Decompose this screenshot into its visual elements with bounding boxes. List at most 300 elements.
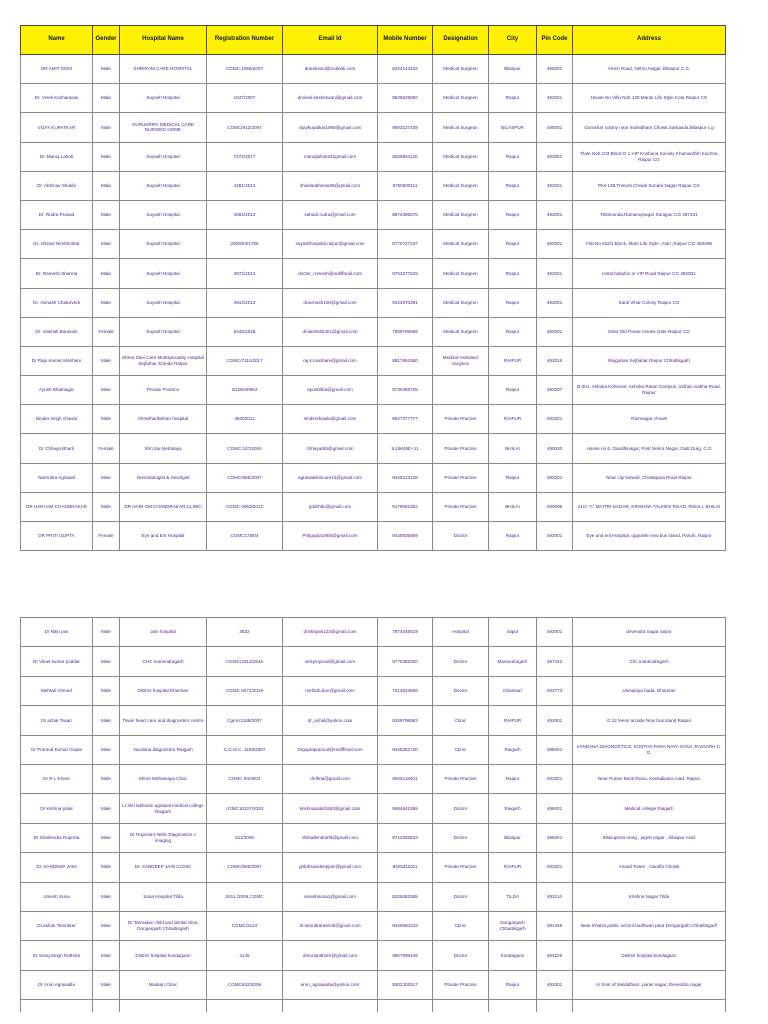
- table-cell: Dr Nitin jain: [21, 618, 93, 647]
- table-cell: 9893127439: [378, 113, 433, 142]
- table-cell: devendra nagar raipur: [573, 618, 726, 647]
- table-cell: Medical college Raigarh: [573, 794, 726, 823]
- table-cell: Dr Chhaya Bharti: [21, 434, 93, 463]
- table-cell: BILASPUR: [489, 113, 537, 142]
- table-cell: 492001: [537, 618, 573, 647]
- table-cell: Male: [93, 84, 120, 113]
- table-row: [21, 317, 726, 346]
- table-cell: CGMC/965/2007: [207, 463, 283, 492]
- table-cell: krishnapatel1853@gmail.com: [283, 794, 378, 823]
- table-cell: CHC manendragarh: [120, 647, 207, 676]
- table-cell: Private Practice: [433, 970, 489, 999]
- table-cell: 490020: [537, 434, 573, 463]
- table-row: [21, 735, 726, 764]
- table-cell: agrawalskincare12@gmail.com: [283, 463, 378, 492]
- table-cell: VIJAY KUPATKAR: [21, 113, 93, 142]
- table-cell: 4914/2013: [207, 288, 283, 317]
- table-cell: 492001: [537, 522, 573, 551]
- table-cell: VANDANA DIAGNOSTICS, KOSTHA PARA NAYA GANJ ,RAIGARH C. G.: [573, 735, 726, 764]
- doctor-table-page-1: [20, 25, 726, 551]
- table-row: [21, 113, 726, 142]
- table-cell: Drguptapramod@rediffmail.com: [283, 735, 378, 764]
- table-cell: 492001: [537, 706, 573, 735]
- table-cell: Male: [93, 346, 120, 375]
- table-cell: Dr. Ramesh Sharma: [21, 259, 93, 288]
- table-cell: 9907998446: [378, 941, 433, 970]
- table-cell: District hospital Dhamtari: [120, 676, 207, 705]
- table-cell: Shree Dani Care Multispeciality Hospital Sejbahar /Dunda Raipur: [120, 346, 207, 375]
- table-cell: Shree Mahamaya Clinic: [120, 764, 207, 793]
- table-row: [21, 764, 726, 793]
- table-cell: Kondagaon: [489, 941, 537, 970]
- table-cell: Male: [93, 970, 120, 999]
- table-cell: CGMC/912/2007: [207, 113, 283, 142]
- table-cell: 495001: [537, 113, 573, 142]
- table-cell: Near city kotwali, Chottapara Road Raipur: [573, 463, 726, 492]
- table-cell: chhayadr6@gmail.com: [283, 434, 378, 463]
- table-cell: Male: [93, 676, 120, 705]
- table-cell: Raipur: [489, 230, 537, 259]
- table-cell: Dr. Vivek Kesharwani: [21, 84, 93, 113]
- table-cell: [489, 1000, 537, 1013]
- table-cell: 4691/2013: [207, 200, 283, 229]
- header-cell: Gender: [93, 26, 120, 55]
- table-cell: CGMC 8471/2019: [207, 676, 283, 705]
- table-cell: BHILAI: [489, 492, 537, 521]
- table-cell: 9179062462: [378, 492, 433, 521]
- header-cell: City: [489, 26, 537, 55]
- table-cell: Dr Suraj Singh Rathore: [21, 941, 93, 970]
- table-cell: Bilaspur: [489, 823, 537, 852]
- table-cell: Dr.Tamrakar child and dental clinic Dongargarh Chhattisgarh: [120, 911, 207, 940]
- table-cell: 9584841855: [378, 794, 433, 823]
- table-row: [21, 823, 726, 852]
- table-cell: Ayush Bhatnagar: [21, 376, 93, 405]
- table-body: [21, 55, 726, 551]
- table-cell: Pritigupta1905@gmail.com: [283, 522, 378, 551]
- table-cell: manojlahoti242gmail.com: [283, 142, 378, 171]
- header-cell: Hospital Name: [120, 26, 207, 55]
- table-cell: 4145: [207, 941, 283, 970]
- table-cell: DR HARI OM CHANDRAKAR CLINIC: [120, 492, 207, 521]
- table-cell: 3972/2012: [207, 259, 283, 288]
- table-cell: raj.k.manhare@gmail.com: [283, 346, 378, 375]
- table-cell: gribdrsandeepjain@gmail.com: [283, 853, 378, 882]
- table-cell: 9753377525: [378, 259, 433, 288]
- table-cell: CGMC 247/2004: [207, 434, 283, 463]
- table-row: [21, 706, 726, 735]
- table-cell: Hospital: [433, 618, 489, 647]
- table-cell: Flate Nob 103 Block D 1 VIP Krishana Society Khamardhih Kachna Raipur CG: [573, 142, 726, 171]
- table-row: [21, 676, 726, 705]
- table-cell: CGMC/7111/2017: [207, 346, 283, 375]
- table-cell: 491445: [537, 911, 573, 940]
- table-cell: Near Khalsa public school budhwari para Dongargarh Chhattisgarh: [573, 911, 726, 940]
- table-cell: [433, 376, 489, 405]
- table-cell: 492001: [537, 84, 573, 113]
- table-cell: Dr krishna patel: [21, 794, 93, 823]
- table-cell: Dr. Avinash Chaturvedi: [21, 288, 93, 317]
- table-cell: C.G.M.C. 1109/2007: [207, 735, 283, 764]
- table-cell: Dr Arun Agrawalla: [21, 970, 93, 999]
- header-cell: Address: [573, 26, 726, 55]
- table-cell: Medical Surgeon: [433, 288, 489, 317]
- table-cell: 497442: [537, 647, 573, 676]
- table-cell: 492001: [537, 142, 573, 171]
- table-cell: Jain hospital: [120, 618, 207, 647]
- table-cell: Chc manendragarh: [573, 647, 726, 676]
- table-cell: Near Old Power House Gate Raipur CG: [573, 317, 726, 346]
- table-row: [21, 84, 726, 113]
- table-cell: 8874395575: [378, 200, 433, 229]
- table-cell: Telamunda,Ramanujnagar Surajpur CG 497331: [573, 200, 726, 229]
- table-cell: Medical Surgeon: [433, 171, 489, 200]
- table-cell: Shreeharikishan hospital: [120, 405, 207, 434]
- table-row: [21, 941, 726, 970]
- table-cell: DR HARI OM CHANDRAKAR: [21, 492, 93, 521]
- table-cell: 7509795666: [378, 317, 433, 346]
- table-cell: suyashhospital.raipur@gmail.com: [283, 230, 378, 259]
- table-cell: Dr. Vaishali Bansode: [21, 317, 93, 346]
- table-cell: Doctor: [433, 941, 489, 970]
- table-cell: Male: [93, 764, 120, 793]
- table-cell: Male: [93, 853, 120, 882]
- table-cell: Krishna Nagar Tilda: [573, 882, 726, 911]
- table-cell: 496001: [537, 735, 573, 764]
- table-cell: Dhamtari: [489, 676, 537, 705]
- table-cell: Doctor: [433, 882, 489, 911]
- table-cell: Dongargarh Chhattisgarh: [489, 911, 537, 940]
- table-cell: Lt shri lakhiram agrawal medical college Raigarh: [120, 794, 207, 823]
- table-cell: Raipur: [489, 84, 537, 113]
- table-cell: shuklaabhinav60@gmail.com: [283, 171, 378, 200]
- header-row: [21, 26, 726, 55]
- table-cell: Ramnagar chowk: [573, 405, 726, 434]
- table-cell: Umesh Suna: [21, 882, 93, 911]
- table-cell: 492001: [537, 764, 573, 793]
- table-cell: Medical Surgeon: [433, 142, 489, 171]
- table-cell: Male: [93, 647, 120, 676]
- table-row: [21, 142, 726, 171]
- table-cell: [433, 1000, 489, 1013]
- table-cell: dravinash100@gmail.com: [283, 288, 378, 317]
- table-cell: Medical Surgeon: [433, 230, 489, 259]
- table-cell: [207, 1000, 283, 1013]
- table-cell: Plot-138,Trimurti Chowk Sundra Nagar Raipur CG: [573, 171, 726, 200]
- table-cell: Vandana diagnostics Raigarh: [120, 735, 207, 764]
- table-cell: CGMC/966/2007: [207, 853, 283, 882]
- table-cell: Male: [93, 706, 120, 735]
- table-cell: Male: [93, 463, 120, 492]
- table-cell: Dr. Rudra Prasad: [21, 200, 93, 229]
- table-cell: Dr. Manoj Lahoti: [21, 142, 93, 171]
- table-cell: 492001: [537, 230, 573, 259]
- table-cell: Anand Tower , Gandhi Chowk: [573, 853, 726, 882]
- table-cell: Medical Surgeon: [433, 259, 489, 288]
- table-cell: 490006: [537, 492, 573, 521]
- table-cell: Dermatologist & Sexolgist: [120, 463, 207, 492]
- table-cell: 492001: [537, 970, 573, 999]
- table-row: [21, 376, 726, 405]
- table-cell: RAIPUR: [489, 853, 537, 882]
- table-cell: RAIPUR: [489, 405, 537, 434]
- table-cell: Suyash Hospital: [120, 288, 207, 317]
- table-cell: arun_agrawalla@yahoo.com: [283, 970, 378, 999]
- table-cell: 90&/uprela marg , jagriti nagar , bilaspur road: [573, 823, 726, 852]
- table-cell: 492001: [537, 200, 573, 229]
- table-cell: 9425252730: [378, 735, 433, 764]
- table-cell: Private Practice: [120, 376, 207, 405]
- table-cell: Raigarh: [489, 735, 537, 764]
- header-cell: Email Id: [283, 26, 378, 55]
- table-cell: Ninder singh chawla: [21, 405, 93, 434]
- table-cell: G 12 feens arcade New bus stand Raipur: [573, 706, 726, 735]
- table-cell: 1047/2007: [207, 84, 283, 113]
- table-cell: Private Practice: [433, 463, 489, 492]
- table-cell: Eye and Ent Hospital: [120, 522, 207, 551]
- table-cell: Male: [93, 492, 120, 521]
- table-cell: vickymymail@gmail.com: [283, 647, 378, 676]
- table-cell: 9424143102: [378, 55, 433, 84]
- table-cell: House No Villa Nob 130 Maruti Life Style Kota Raipur CG: [573, 84, 726, 113]
- table-row: [21, 171, 726, 200]
- table-cell: Dr achal Tiwari: [21, 706, 93, 735]
- table-cell: Male: [93, 200, 120, 229]
- table-cell: Santi Vihar Colony Raipur CG: [573, 288, 726, 317]
- table-cell: ayushbha@gmail.com: [283, 376, 378, 405]
- table-cell: drsurajrathore@gmail.com: [283, 941, 378, 970]
- table-cell: Suyash Hospital: [120, 259, 207, 288]
- table-cell: 9425560234: [378, 911, 433, 940]
- table-row: [21, 882, 726, 911]
- table-body: [21, 618, 726, 1013]
- table-cell: In front of Muktidham, paras nagar, Devendra nagar: [573, 970, 726, 999]
- table-cell: 7974445019: [378, 618, 433, 647]
- table-cell: 9424970291: [378, 288, 433, 317]
- table-row-cut-off: [21, 1000, 726, 1013]
- table-cell: 9755600111: [378, 171, 433, 200]
- table-cell: Male: [93, 171, 120, 200]
- table-cell: doctor_romesh@rediffmail.com: [283, 259, 378, 288]
- table-cell: Male: [93, 735, 120, 764]
- table-cell: cGMC10227/2020: [207, 794, 283, 823]
- table-row: [21, 522, 726, 551]
- table-cell: Mehtab Ahmed: [21, 676, 93, 705]
- table-cell: Usmaniya bada, Dhamtari: [573, 676, 726, 705]
- table-cell: Male: [93, 911, 120, 940]
- table-cell: CGMC175/04: [207, 522, 283, 551]
- table-cell: 496001: [537, 794, 573, 823]
- table-cell: 3632: [207, 618, 283, 647]
- table-cell: [283, 1000, 378, 1013]
- table-cell: 492001: [537, 463, 573, 492]
- table-cell: CGMC 4063/2012: [207, 492, 283, 521]
- table-cell: B-201, Ashoka Kohinoor, Ashoka Ratan Campus, Vidhan Sabha Road, Raipur: [573, 376, 726, 405]
- table-cell: Suna Hospital Tilda: [120, 882, 207, 911]
- table-cell: Ameri Road, Nehru Nagar, Bilaspur C.G.: [573, 55, 726, 84]
- table-cell: [378, 1000, 433, 1013]
- header-cell: Pin Code: [537, 26, 573, 55]
- table-cell: gridrhtbi@gmail.com: [283, 492, 378, 521]
- table-cell: Clinic: [433, 735, 489, 764]
- table-cell: 9826628000: [378, 84, 433, 113]
- table-cell: CGMC 64/2003: [207, 764, 283, 793]
- table-cell: Dr.ashok Tamrakar: [21, 911, 93, 940]
- table-cell: [573, 1000, 726, 1013]
- table-cell: 36302011: [207, 405, 283, 434]
- table-cell: Dr Raju Kumar Manhare: [21, 346, 93, 375]
- table-row: [21, 911, 726, 940]
- table-cell: GURUKRIPA MEDICAL CARE NURSING HOME: [120, 113, 207, 142]
- table-row: [21, 463, 726, 492]
- table-cell: Raipur: [489, 522, 537, 551]
- table-cell: 492015: [537, 346, 573, 375]
- table-cell: Raipur: [489, 463, 537, 492]
- table-cell: Male: [93, 142, 120, 171]
- table-cell: Raipur: [489, 142, 537, 171]
- table-cell: Medical Surgeon: [433, 317, 489, 346]
- table-cell: dramitsoni@outlook.com: [283, 55, 378, 84]
- table-cell: Raipur: [489, 317, 537, 346]
- table-cell: Medical Surgeon: [433, 113, 489, 142]
- table-cell: 9827377777: [378, 405, 433, 434]
- table-cell: 7013643666: [378, 676, 433, 705]
- table-row: [21, 346, 726, 375]
- table-cell: Medical Surgeon: [433, 84, 489, 113]
- table-cell: 492001: [537, 317, 573, 346]
- table-cell: Male: [93, 405, 120, 434]
- header-cell: Designation: [433, 26, 489, 55]
- table-cell: Suyash Hospital: [120, 171, 207, 200]
- table-cell: Doctor: [433, 823, 489, 852]
- table-cell: Gurushar colony near muktidham Chowk,Sarkanda,Bilaspur c.g: [573, 113, 726, 142]
- table-cell: 8440/2018: [207, 317, 283, 346]
- table-cell: 492001: [537, 288, 573, 317]
- table-cell: 7272/2017: [207, 142, 283, 171]
- header-cell: Mobile Number: [378, 26, 433, 55]
- table-cell: Male: [93, 55, 120, 84]
- table-cell: CGMC/3124: [207, 911, 283, 940]
- table-cell: Manendragarh: [489, 647, 537, 676]
- table-cell: drvaishali2401@gmail.com: [283, 317, 378, 346]
- table-cell: 492001: [537, 171, 573, 200]
- table-cell: Suyash Hospital: [120, 200, 207, 229]
- table-cell: 8770727247: [378, 230, 433, 259]
- table-cell: Private Practice: [433, 764, 489, 793]
- table-row: [21, 259, 726, 288]
- table-cell: Medical Assistant Surgeon: [433, 346, 489, 375]
- table-cell: Clinic: [433, 911, 489, 940]
- table-cell: 9770385300: [378, 647, 433, 676]
- table-cell: Private Practice: [433, 434, 489, 463]
- table-cell: drnitinjain123@gmail.com: [283, 618, 378, 647]
- table-cell: 9302302517: [378, 970, 433, 999]
- table-cell: Narendra Agrawal: [21, 463, 93, 492]
- table-cell: Flat No 602/J Block, Marti Life Style ,Atari ,Raipur CG-492099: [573, 230, 726, 259]
- table-cell: District hospital kondagaon: [120, 941, 207, 970]
- table-row: [21, 853, 726, 882]
- table-cell: Male: [93, 288, 120, 317]
- table-cell: RAIPUR: [489, 346, 537, 375]
- table-cell: 493114: [537, 882, 573, 911]
- table-cell: Male: [93, 113, 120, 142]
- table-cell: Raipur: [489, 288, 537, 317]
- table-cell: 9425213139: [378, 463, 433, 492]
- table-cell: RAIPUR: [489, 706, 537, 735]
- table-cell: 493773: [537, 676, 573, 705]
- table-cell: 9826851120: [378, 142, 433, 171]
- table-row: [21, 288, 726, 317]
- table-row: [21, 618, 726, 647]
- table-cell: Dr R L Khare: [21, 764, 93, 793]
- table-cell: Raigarh: [489, 794, 537, 823]
- table-cell: CGMC 1058/2007: [207, 55, 283, 84]
- table-cell: Clinic: [433, 706, 489, 735]
- table-cell: 2611 /2009 CGMC: [207, 882, 283, 911]
- table-cell: Raipur: [489, 764, 537, 793]
- table-cell: Raipur: [489, 970, 537, 999]
- table-cell: vijaykupatkar1968@gmail.com: [283, 113, 378, 142]
- table-row: [21, 647, 726, 676]
- table-cell: Doctor: [433, 522, 489, 551]
- table-cell: 9730489705: [378, 376, 433, 405]
- table-row: [21, 200, 726, 229]
- table-cell: CGMC/2013/4545: [207, 647, 283, 676]
- table-row: [21, 230, 726, 259]
- table-cell: Female: [93, 522, 120, 551]
- table-cell: Suyash Hospital: [120, 230, 207, 259]
- table-cell: Male: [93, 882, 120, 911]
- table-cell: Hotal babylon in VIP Road Raipur CG 492001: [573, 259, 726, 288]
- table-cell: dr_achal@yahoo.com: [283, 706, 378, 735]
- table-cell: 9.19645E+11: [378, 434, 433, 463]
- table-cell: Suyash Hospital: [120, 317, 207, 346]
- table-cell: House no.6, Gandhinagar, Post Nehru Nagar, Distt Durg, C.G: [573, 434, 726, 463]
- table-cell: Dr. SANDEEP JAIN: [21, 853, 93, 882]
- table-cell: Bilaspur: [489, 55, 537, 84]
- table-row: [21, 970, 726, 999]
- table-cell: [120, 1000, 207, 1013]
- table-cell: 492001: [537, 259, 573, 288]
- table-cell: BHILAI: [489, 434, 537, 463]
- table-cell: 8817654380: [378, 346, 433, 375]
- table-row: [21, 55, 726, 84]
- table-cell: Doctor: [433, 647, 489, 676]
- table-cell: Mujgahan Sejbahar Raipur Chhattisgarh: [573, 346, 726, 375]
- table-cell: DR PRITI GUPTA: [21, 522, 93, 551]
- table-cell: Private Practice: [433, 853, 489, 882]
- table-cell: umeshsuna1@gmail.com: [283, 882, 378, 911]
- table-cell: Female: [93, 317, 120, 346]
- table-cell: Male: [93, 794, 120, 823]
- table-cell: Raipur: [489, 376, 537, 405]
- table-cell: Male: [93, 941, 120, 970]
- table-cell: Suyash Hospital: [120, 84, 207, 113]
- table-cell: DR AMIT SONI: [21, 55, 93, 84]
- table-cell: Dr. SANDEEP JAIN CLINIC: [120, 853, 207, 882]
- table-cell: Male: [93, 230, 120, 259]
- table-cell: 492001: [537, 853, 573, 882]
- table-cell: Raipur: [489, 171, 537, 200]
- table-cell: Male: [93, 618, 120, 647]
- table-cell: 494226: [537, 941, 573, 970]
- doctor-table-page-2: [20, 617, 726, 1012]
- table-cell: 495001: [537, 823, 573, 852]
- table-cell: 9329798983: [378, 706, 433, 735]
- header-cell: Name: [21, 26, 93, 55]
- table-cell: Male: [93, 259, 120, 288]
- table-cell: Dr Pramod Kumar Gupta: [21, 735, 93, 764]
